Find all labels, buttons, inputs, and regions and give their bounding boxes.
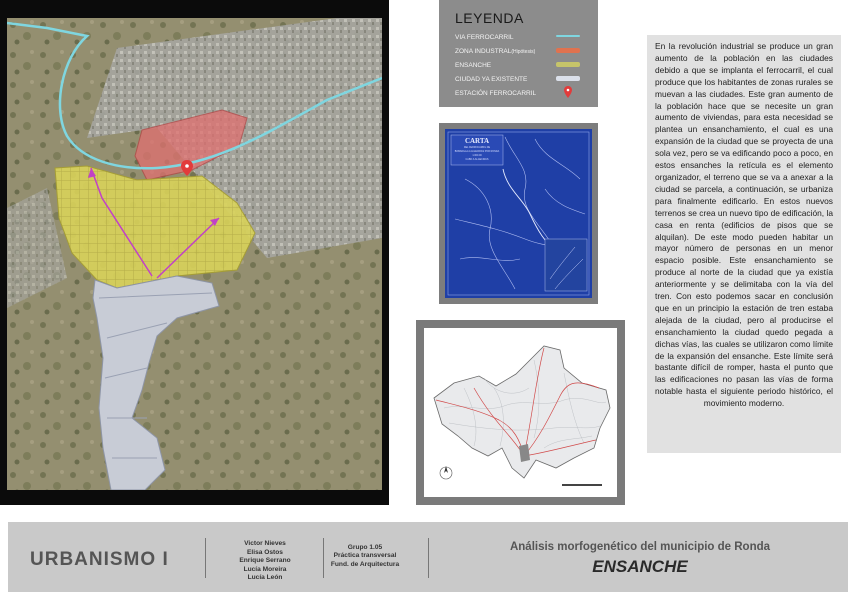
- author-name: Lucía Moreira: [243, 565, 287, 573]
- description-text: En la revolución industrial se produce un gran aumento de la población en las ciudades debido a que se implanta el ferrocarril, el cual produce que los habitantes de zonas rurales se muevan a las ciudades. Este gran aumento de la población hace que se necesite un gran aumento de viviendas, para esta necesidad se plantea un ensanchamiento, el cual es una expansión de la ciudad que se proyecta de una sola vez, pero se va edificando poco a poco, en estos ensanches la retícula es el elemento organizador, el terreno que se va a anexar a la ciudad se parcela, a continuación, se urbaniza para finalmente edificarlo. En estos nuevos terrenos se crea un nuevo tipo de edificación, la casa en renta (edificios de pisos que se alquilan). De este modo pueden habitar un mayor número de personas en un menor espacio posible. Este ensanchamiento se produce al norte de la ciudad que ya existía anteriormente y se delimitaba con la vía del tren. Con esto podemos sacar en conclusión que en un principio la estación de tren estaba alejada de la ciudad, pero al producirse el ensanchamiento la ciudad quedo pegada a dichas vías, las cuales se utilizaron como límite de la expansión del ensanche. Este límite será bastante difícil de romper, hasta el punto que las edificaciones no pasan las vías de forma notable hasta el siguiente periodo histórico, el movimiento moderno.: [655, 41, 833, 409]
- legend-item-railway: VIA FERROCARRIL: [455, 34, 514, 41]
- legend-item-existing-city: CIUDAD YA EXISTENTE: [455, 76, 528, 83]
- svg-text:BOBADILLA A ALGECIRAS POR ROND: BOBADILLA A ALGECIRAS POR RONDA: [454, 150, 500, 153]
- aerial-map: [7, 18, 382, 490]
- legend: [439, 0, 598, 107]
- description-panel: [647, 35, 841, 453]
- authors-list: [205, 540, 325, 583]
- author-name: Enrique Serrano: [239, 557, 291, 565]
- group-line: Fund. de Arquitectura: [330, 560, 400, 568]
- group-info: [322, 544, 408, 569]
- legend-item-station: ESTACIÓN FERROCARRIL: [455, 90, 537, 97]
- municipal-map: [424, 328, 617, 497]
- historic-railway-map-frame: [439, 123, 598, 304]
- svg-text:DEL FERROCARRIL DE: DEL FERROCARRIL DE: [463, 146, 491, 149]
- legend-swatch-railway: [556, 35, 580, 37]
- svg-text:CABO A ALGECIRAS: CABO A ALGECIRAS: [465, 158, 489, 161]
- author-name: Lucía León: [247, 574, 283, 582]
- scale-bar: [562, 484, 602, 486]
- legend-title: LEYENDA: [455, 10, 524, 26]
- legend-swatch-industrial: [556, 48, 580, 53]
- legend-item-ensanche: ENSANCHE: [455, 62, 492, 69]
- author-name: Victor Nieves: [244, 540, 286, 547]
- municipal-map-frame: [416, 320, 625, 505]
- historic-map-title: CARTA: [464, 137, 490, 145]
- svg-text:1.000.00: 1.000.00: [472, 154, 482, 157]
- aerial-map-panel: [0, 0, 389, 505]
- divider: [428, 538, 429, 578]
- course-title: URBANISMO I: [30, 549, 169, 570]
- author-name: Elisa Ostos: [247, 548, 283, 556]
- group-line: Grupo 1.05: [347, 544, 383, 551]
- legend-swatch-existing-city: [556, 76, 580, 81]
- project-heading: ENSANCHE: [592, 557, 688, 576]
- group-line: Práctica transversal: [333, 552, 397, 560]
- historic-railway-map: [445, 129, 592, 298]
- project-subtitle: Análisis morfogenético del municipio de Ronda: [509, 541, 771, 553]
- map-pin-icon: [564, 86, 572, 98]
- legend-swatch-ensanche: [556, 62, 580, 67]
- legend-item-industrial: ZONA INDUSTRAL(Hipótesis): [455, 48, 536, 55]
